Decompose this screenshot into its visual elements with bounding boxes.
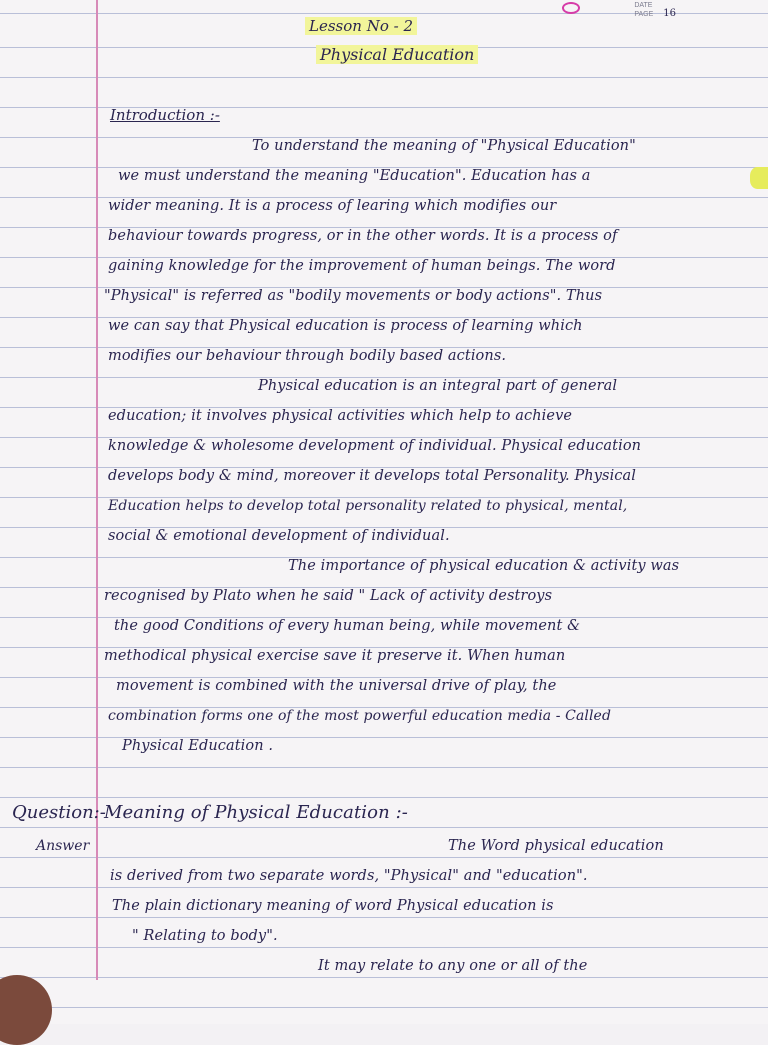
intro-line: wider meaning. It is a process of learing which modifies our <box>108 198 557 214</box>
lesson-title-text: Lesson No - 2 <box>305 17 417 35</box>
intro-line: knowledge & wholesome development of individual. Physical education <box>108 438 642 454</box>
lesson-title <box>305 17 417 35</box>
answer-label: Answer <box>36 838 90 854</box>
answer-line: It may relate to any one or all of the <box>318 958 588 974</box>
answer-line: The Word physical education <box>448 838 664 854</box>
intro-line: modifies our behaviour through bodily based actions. <box>108 348 507 364</box>
intro-line: we must understand the meaning "Education". Education has a <box>118 168 591 184</box>
subject-title-text: Physical Education <box>316 45 478 64</box>
introduction-heading: Introduction :- <box>110 106 220 124</box>
page-number: 16 <box>663 8 676 19</box>
margin-line <box>96 0 98 980</box>
intro-line: Physical Education . <box>122 738 274 754</box>
subject-title <box>316 45 478 64</box>
intro-line: behaviour towards progress, or in the other words. It is a process of <box>108 228 618 244</box>
thumb-image <box>0 975 52 1045</box>
date-page-box <box>634 2 676 19</box>
intro-line: develops body & mind, moreover it develops total Personality. Physical <box>108 468 637 484</box>
answer-line: " Relating to body". <box>132 928 278 944</box>
question-label: Question:- <box>12 802 106 823</box>
question-text: Meaning of Physical Education :- <box>104 802 408 823</box>
date-label: DATE <box>634 2 653 9</box>
intro-line: movement is combined with the universal drive of play, the <box>116 678 557 694</box>
highlighter-mark <box>750 167 768 189</box>
answer-line: The plain dictionary meaning of word Physical education is <box>112 898 554 914</box>
intro-line: the good Conditions of every human being, while movement & <box>114 618 581 634</box>
intro-line: Physical education is an integral part of general <box>258 378 618 394</box>
intro-line: Education helps to develop total personality related to physical, mental, <box>108 498 628 514</box>
answer-line: is derived from two separate words, "Physical" and "education". <box>110 868 588 884</box>
intro-line: gaining knowledge for the improvement of human beings. The word <box>108 258 616 274</box>
intro-line: education; it involves physical activities which help to achieve <box>108 408 573 424</box>
intro-line: recognised by Plato when he said " Lack of activity destroys <box>104 588 553 604</box>
intro-line: "Physical" is referred as "bodily movements or body actions". Thus <box>104 288 603 304</box>
intro-line: combination forms one of the most powerful education media - Called <box>108 708 612 724</box>
intro-line: The importance of physical education & activity was <box>288 558 680 574</box>
intro-line: methodical physical exercise save it preserve it. When human <box>104 648 566 664</box>
page-label: PAGE <box>634 11 654 18</box>
stamp-icon <box>562 2 580 14</box>
intro-line: social & emotional development of individual. <box>108 528 450 544</box>
intro-line: To understand the meaning of "Physical Education" <box>252 138 636 154</box>
intro-line: we can say that Physical education is process of learning which <box>108 318 583 334</box>
